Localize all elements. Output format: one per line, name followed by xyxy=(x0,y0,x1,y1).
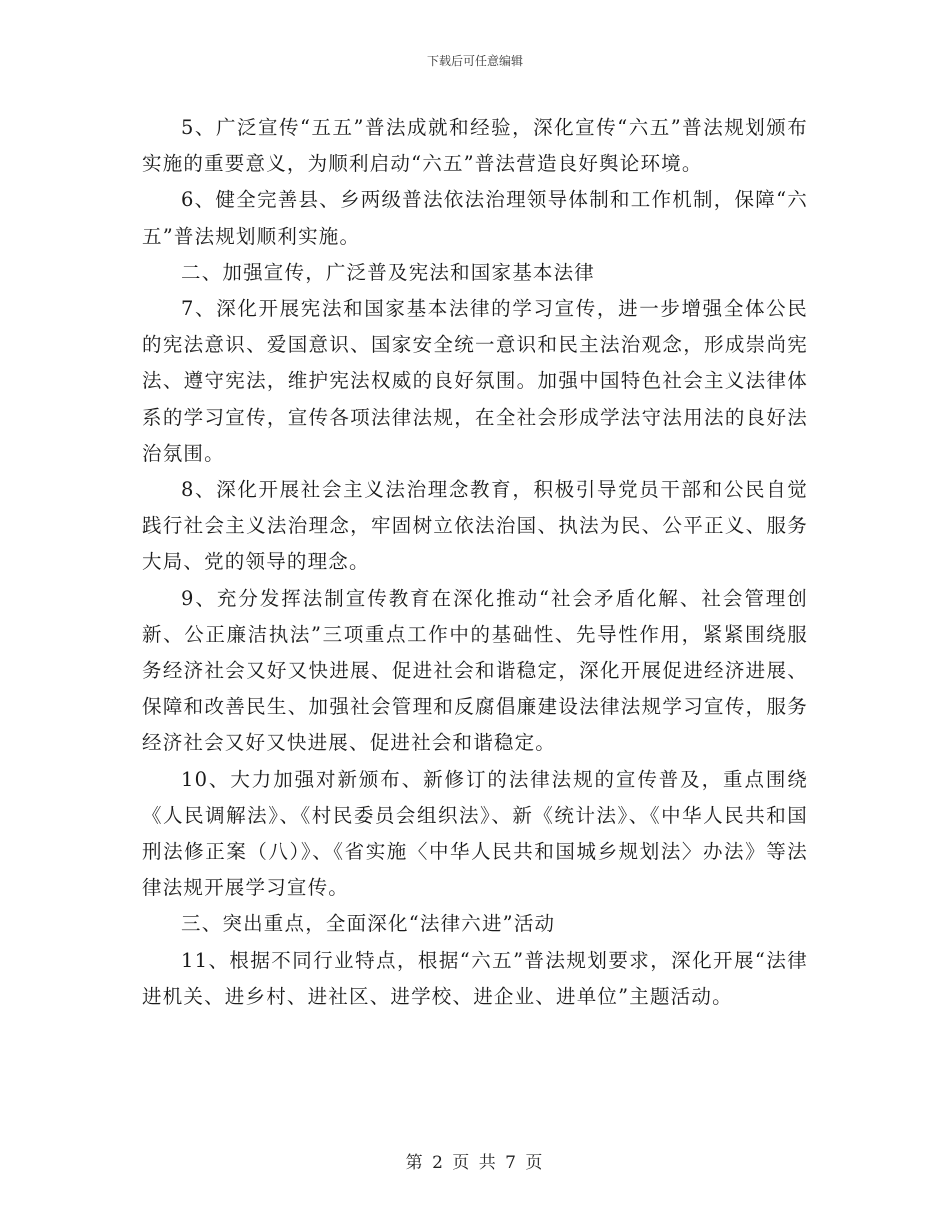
paragraph-item-9: 9、充分发挥法制宣传教育在深化推动“社会矛盾化解、社会管理创新、公正廉洁执法”三项重点工作中的基础性、先导性作用，紧紧围绕服务经济社会又好又快进展、促进社会和谐稳定，深化开展促进经济进展、保障和改善民生、加强社会管理和反腐倡廉建设法律法规学习宣传，服务经济社会又好又快进展、促进社会和谐稳定。 xyxy=(142,586,808,755)
document-body xyxy=(142,110,808,1015)
page-header-note: 下载后可任意编辑 xyxy=(426,54,523,68)
paragraph-item-5: 5、广泛宣传“五五”普法成就和经验，深化宣传“六五”普法规划颁布实施的重要意义，为顺利启动“六五”普法营造良好舆论环境。 xyxy=(142,116,808,176)
paragraph-item-7: 7、深化开展宪法和国家基本法律的学习宣传，进一步增强全体公民的宪法意识、爱国意识、国家安全统一意识和民主法治观念，形成崇尚宪法、遵守宪法，维护宪法权威的良好氛围。加强中国特色社会主义法律体系的学习宣传，宣传各项法律法规，在全社会形成学法守法用法的良好法治氛围。 xyxy=(142,297,808,465)
paragraph-item-11: 11、根据不同行业特点，根据“六五”普法规划要求，深化开展“法律进机关、进乡村、进社区、进学校、进企业、进单位”主题活动。 xyxy=(142,948,808,1008)
section-heading-2: 二、加强宣传，广泛普及宪法和国家基本法律 xyxy=(181,260,596,284)
section-heading-3: 三、突出重点，全面深化“法律六进”活动 xyxy=(181,912,556,936)
paragraph-item-8: 8、深化开展社会主义法治理念教育，积极引导党员干部和公民自觉践行社会主义法治理念，牢固树立依法治国、执法为民、公平正义、服务大局、党的领导的理念。 xyxy=(142,478,808,574)
paragraph-item-10: 10、大力加强对新颁布、新修订的法律法规的宣传普及，重点围绕《人民调解法》、《村民委员会组织法》、新《统计法》、《中华人民共和国刑法修正案（八）》、《省实施〈中华人民共和国城乡规划法〉办法》等法律法规开展学习宣传。 xyxy=(142,767,808,900)
paragraph-item-6: 6、健全完善县、乡两级普法依法治理领导体制和工作机制，保障“六五”普法规划顺利实施。 xyxy=(142,188,808,248)
page-number: 第 2 页 共 7 页 xyxy=(405,1153,545,1173)
